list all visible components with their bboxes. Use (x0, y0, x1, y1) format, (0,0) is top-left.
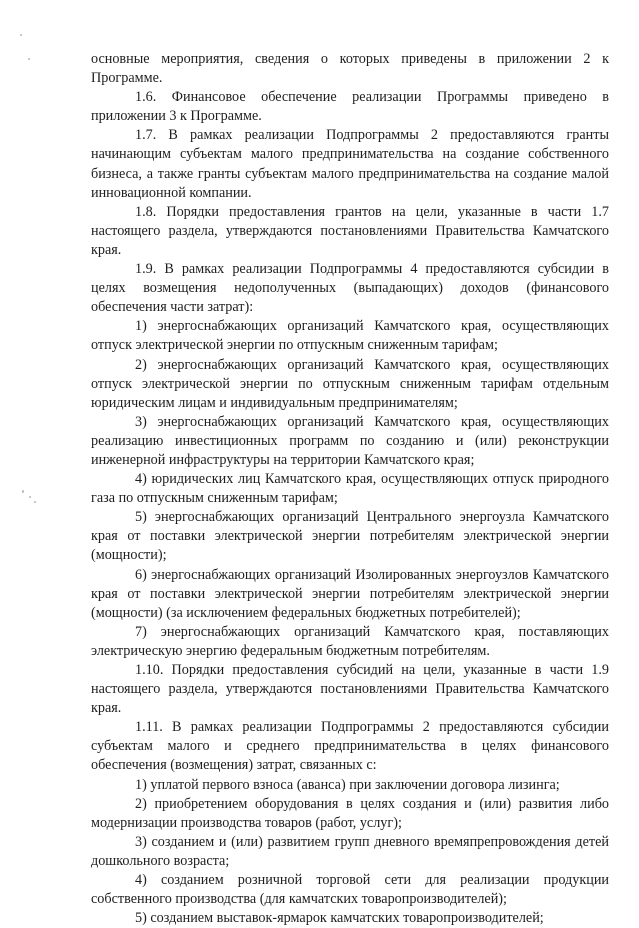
list-item-1-11-4: 4) созданием розничной торговой сети для реализации продукции собственного производства (для камчатских товаропроизводителей); (91, 872, 609, 908)
paragraph-1-10: 1.10. Порядки предоставления субсидий на цели, указанные в части 1.9 настоящего раздела, утверждаются постановлениями Правительства Камчатского края. (91, 662, 609, 717)
list-item-1-9-1: 1) энергоснабжающих организаций Камчатского края, осуществляющих отпуск электрической энергии по отпускным сниженным тарифам; (91, 318, 609, 354)
list-item-1-9-7: 7) энергоснабжающих организаций Камчатского края, поставляющих электрическую энергию федеральным бюджетным потребителям. (91, 623, 609, 659)
list-item-1-9-4: 4) юридических лиц Камчатского края, осуществляющих отпуск природного газа по отпускным сниженным тарифам; (91, 471, 609, 507)
list-item-1-9-6: 6) энергоснабжающих организаций Изолированных энергоузлов Камчатского края от поставки электрической энергии потребителям электрической энергии (мощности) (за исключением федеральных бюджетных потребителей); (91, 566, 609, 621)
list-item-1-11-3: 3) созданием и (или) развитием групп дневного времяпрепровождения детей дошкольного возраста; (91, 833, 609, 869)
paragraph-1-11: 1.11. В рамках реализации Подпрограммы 2 предоставляются субсидии субъектам малого и среднего предпринимательства в целях финансового обеспечения (возмещения) затрат, связанных с: (91, 719, 609, 774)
list-item-1-9-5: 5) энергоснабжающих организаций Центрального энергоузла Камчатского края от поставки электрической энергии потребителям электрической энергии (мощности); (91, 509, 609, 564)
list-item-1-11-5: 5) созданием выставок-ярмарок камчатских товаропроизводителей; (135, 910, 544, 927)
list-item-1-11-2: 2) приобретением оборудования в целях создания и (или) развития либо модернизации производства товаров (работ, услуг); (91, 795, 609, 831)
scan-speck (29, 496, 31, 498)
paragraph-1-7: 1.7. В рамках реализации Подпрограммы 2 предоставляются гранты начинающим субъектам малого предпринимательства на создание собственного бизнеса, а также гранты субъектам малого предпринимательства на создание малой инновационной компании. (91, 127, 609, 201)
scan-speck (28, 58, 30, 60)
paragraph-1-9: 1.9. В рамках реализации Подпрограммы 4 предоставляются субсидии в целях возмещения недополученных (выпадающих) доходов (финансового обеспечения части затрат): (91, 261, 609, 316)
paragraph-1-6: 1.6. Финансовое обеспечение реализации Программы приведено в приложении 3 к Программе. (91, 89, 609, 125)
document-body (91, 50, 609, 928)
scan-speck (22, 490, 24, 493)
paragraph-1-8: 1.8. Порядки предоставления грантов на цели, указанные в части 1.7 настоящего раздела, утверждаются постановлениями Правительства Камчатского края. (91, 203, 609, 258)
paragraph-continuation: основные мероприятия, сведения о которых приведены в приложении 2 к Программе. (91, 51, 609, 87)
scan-speck (20, 34, 22, 36)
scan-speck (34, 501, 36, 503)
list-item-1-11-1: 1) уплатой первого взноса (аванса) при заключении договора лизинга; (135, 776, 560, 793)
list-item-1-9-3: 3) энергоснабжающих организаций Камчатского края, осуществляющих реализацию инвестиционных программ по созданию и (или) реконструкции инженерной инфраструктуры на территории Камчатского края; (91, 413, 609, 468)
list-item-1-9-2: 2) энергоснабжающих организаций Камчатского края, осуществляющих отпуск электрической энергии по отпускным сниженным тарифам отдельным юридическим лицам и индивидуальным предпринимателям; (91, 356, 609, 411)
